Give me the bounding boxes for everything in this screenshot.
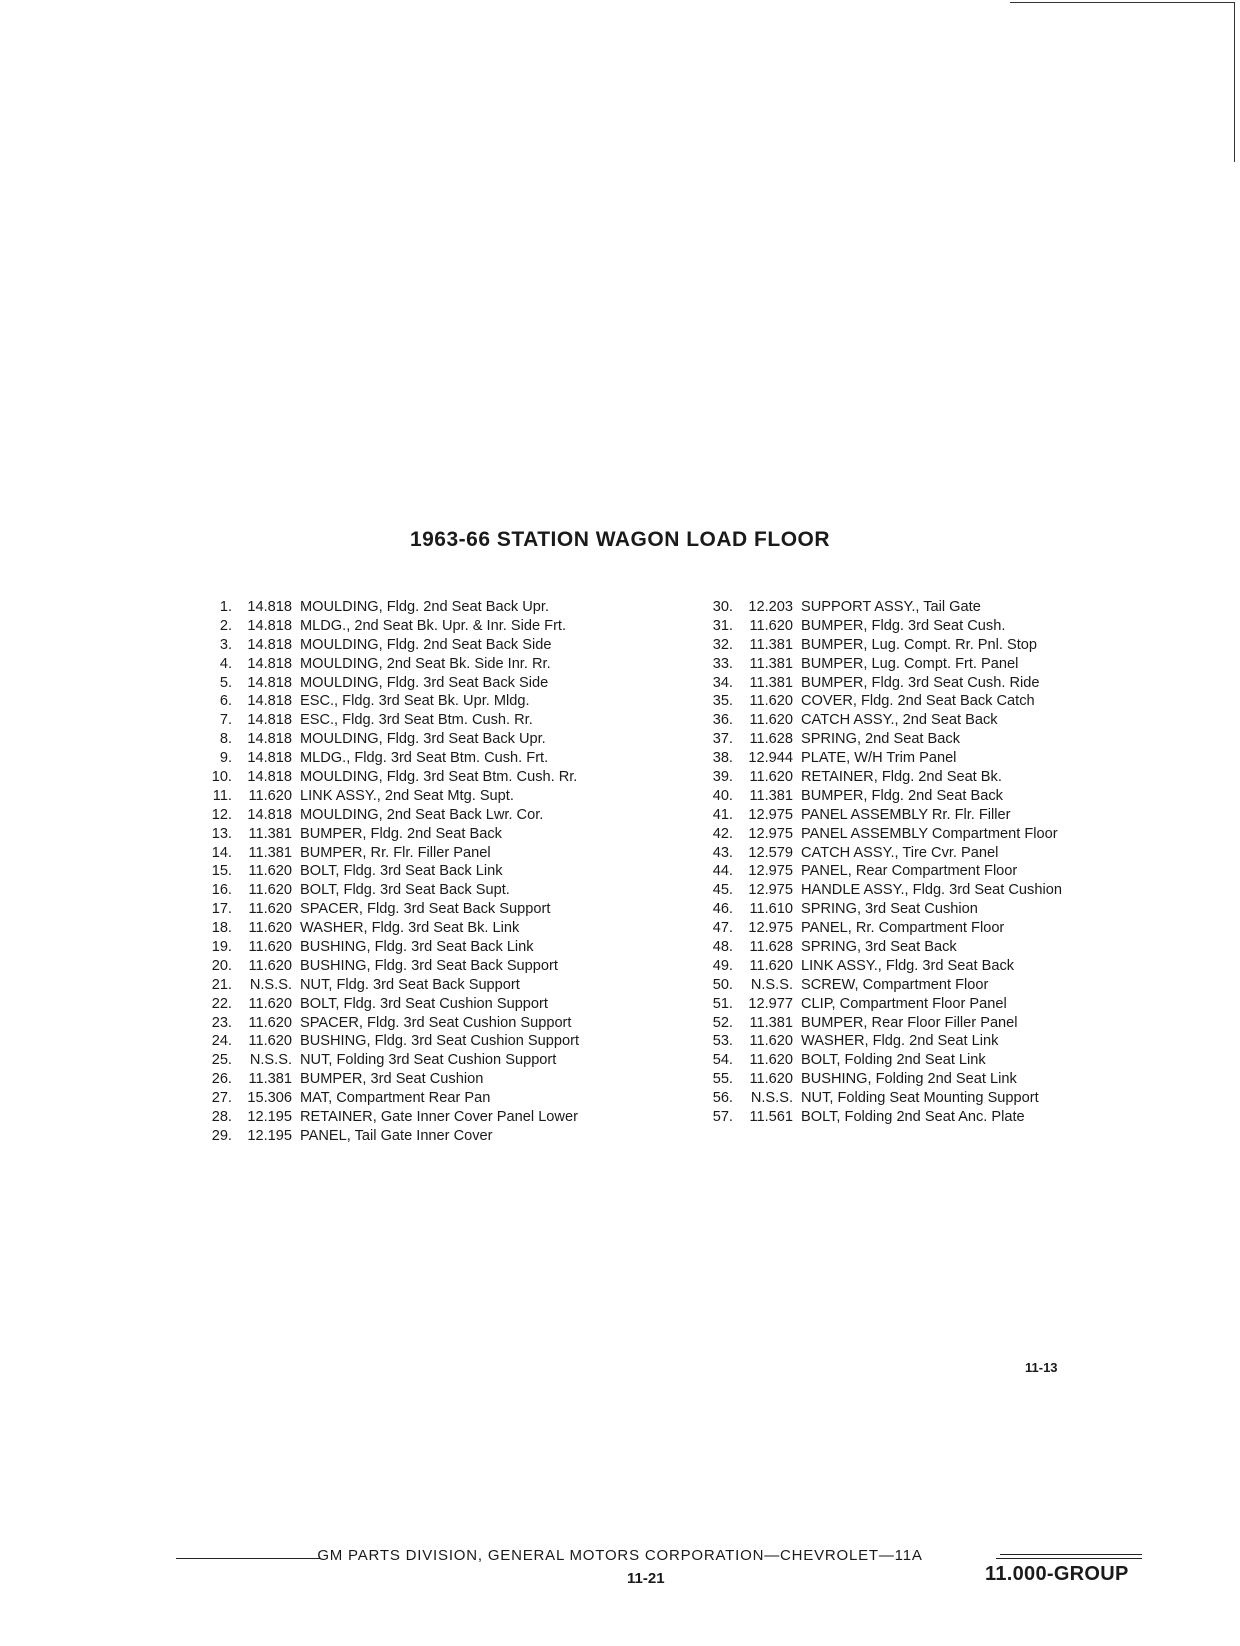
part-number: 54.: [712, 1052, 733, 1069]
part-number: 21.: [211, 976, 232, 993]
part-number: 7.: [219, 712, 232, 729]
part-number: 16.: [211, 882, 232, 899]
part-code: 11.381: [749, 636, 793, 653]
part-code: 11.620: [248, 1033, 292, 1050]
part-description: PANEL, Rr. Compartment Floor: [801, 920, 1005, 937]
part-description: BOLT, Fldg. 3rd Seat Back Supt.: [300, 882, 510, 899]
part-description: RETAINER, Gate Inner Cover Panel Lower: [300, 1109, 578, 1126]
footer-publisher: GM PARTS DIVISION, GENERAL MOTORS CORPORATION—CHEVROLET—11A: [317, 1547, 923, 1564]
part-code: 11.620: [749, 617, 793, 634]
part-code: 11.381: [749, 655, 793, 672]
part-description: BOLT, Fldg. 3rd Seat Cushion Support: [300, 995, 548, 1012]
part-row: [196, 976, 579, 995]
part-code: 15.306: [247, 1090, 292, 1107]
part-code: 11.628: [749, 731, 793, 748]
part-description: BOLT, Folding 2nd Seat Link: [801, 1052, 986, 1069]
part-description: BUMPER, Lug. Compt. Rr. Pnl. Stop: [801, 636, 1038, 653]
part-row: [196, 636, 579, 655]
part-row: [196, 995, 579, 1014]
part-code: 11.620: [248, 939, 292, 956]
part-description: MOULDING, Fldg. 3rd Seat Back Upr.: [300, 731, 546, 748]
part-number: 50.: [712, 976, 733, 993]
part-number: 14.: [211, 844, 232, 861]
part-code: 12.975: [748, 825, 793, 842]
page-edge-right: [1234, 2, 1235, 162]
part-number: 37.: [712, 731, 733, 748]
part-description: COVER, Fldg. 2nd Seat Back Catch: [801, 693, 1035, 710]
parts-list-left: [196, 598, 579, 1146]
part-row: [196, 1051, 579, 1070]
part-number: 49.: [712, 957, 733, 974]
part-row: [697, 976, 1062, 995]
part-number: 9.: [219, 750, 232, 767]
part-code: 11.628: [749, 939, 793, 956]
part-number: 55.: [712, 1071, 733, 1088]
part-description: NUT, Folding Seat Mounting Support: [801, 1090, 1039, 1107]
part-number: 36.: [712, 712, 733, 729]
part-row: [196, 862, 579, 881]
part-number: 51.: [712, 995, 733, 1012]
part-number: 19.: [211, 939, 232, 956]
part-code: 11.381: [749, 787, 793, 804]
part-description: CLIP, Compartment Floor Panel: [801, 995, 1007, 1012]
part-code: 11.381: [749, 674, 793, 691]
part-code: 12.203: [748, 599, 793, 615]
part-description: MOULDING, 2nd Seat Back Lwr. Cor.: [300, 806, 544, 823]
part-code: 12.975: [748, 806, 793, 823]
part-code: 11.620: [749, 957, 793, 974]
part-code: 11.620: [248, 995, 292, 1012]
part-description: MOULDING, Fldg. 3rd Seat Back Side: [300, 674, 549, 691]
part-code: 11.381: [749, 1014, 793, 1031]
part-description: BUMPER, Fldg. 3rd Seat Cush.: [801, 617, 1006, 634]
part-code: 11.381: [248, 844, 292, 861]
part-row: [697, 655, 1062, 674]
part-code: 14.818: [247, 769, 292, 786]
part-number: 13.: [211, 825, 232, 842]
part-code: 11.620: [248, 863, 292, 880]
part-number: 56.: [712, 1090, 733, 1107]
part-description: BUMPER, Rr. Flr. Filler Panel: [300, 844, 491, 861]
part-row: [697, 674, 1062, 693]
part-description: SPRING, 3rd Seat Cushion: [801, 901, 978, 918]
part-number: 17.: [211, 901, 232, 918]
part-row: [697, 919, 1062, 938]
part-row: [697, 692, 1062, 711]
part-code: 14.818: [247, 655, 292, 672]
part-number: 40.: [712, 787, 733, 804]
part-code: 12.977: [748, 995, 793, 1012]
part-number: 39.: [712, 769, 733, 786]
part-description: SPRING, 3rd Seat Back: [801, 939, 957, 956]
parts-list-right: [697, 598, 1062, 1127]
part-description: MLDG., Fldg. 3rd Seat Btm. Cush. Frt.: [300, 750, 549, 767]
part-code: 12.975: [748, 920, 793, 937]
part-row: [697, 749, 1062, 768]
part-description: PANEL ASSEMBLY Compartment Floor: [801, 825, 1058, 842]
part-row: [196, 730, 579, 749]
part-number: 48.: [712, 939, 733, 956]
part-description: WASHER, Fldg. 3rd Seat Bk. Link: [300, 920, 520, 937]
part-code: 11.620: [749, 1033, 793, 1050]
part-row: [196, 598, 579, 617]
part-row: [697, 787, 1062, 806]
part-number: 31.: [712, 617, 733, 634]
part-number: 4.: [219, 655, 232, 672]
part-row: [196, 1032, 579, 1051]
part-description: SPRING, 2nd Seat Back: [801, 731, 960, 748]
part-row: [697, 1108, 1062, 1127]
part-number: 5.: [219, 674, 232, 691]
part-code: N.S.S.: [249, 976, 292, 993]
part-row: [196, 1014, 579, 1033]
part-row: [697, 938, 1062, 957]
part-code: 11.620: [749, 693, 793, 710]
part-row: [697, 825, 1062, 844]
part-description: MLDG., 2nd Seat Bk. Upr. & Inr. Side Frt.: [300, 617, 567, 634]
sheet-reference: 11-13: [1025, 1360, 1058, 1375]
part-code: 11.620: [248, 901, 292, 918]
part-code: N.S.S.: [750, 976, 793, 993]
part-row: [196, 844, 579, 863]
part-description: SUPPORT ASSY., Tail Gate: [801, 599, 981, 615]
part-row: [196, 617, 579, 636]
part-number: 53.: [712, 1033, 733, 1050]
part-row: [697, 1089, 1062, 1108]
part-description: CATCH ASSY., 2nd Seat Back: [801, 712, 998, 729]
part-description: SPACER, Fldg. 3rd Seat Back Support: [300, 901, 551, 918]
part-description: ESC., Fldg. 3rd Seat Btm. Cush. Rr.: [300, 712, 533, 729]
part-description: LINK ASSY., Fldg. 3rd Seat Back: [801, 957, 1015, 974]
part-row: [196, 957, 579, 976]
part-row: [196, 1127, 579, 1146]
footer-page-number: 11-21: [627, 1570, 665, 1587]
part-number: 2.: [219, 617, 232, 634]
part-code: 12.944: [748, 750, 793, 767]
part-row: [697, 881, 1062, 900]
part-code: 14.818: [247, 750, 292, 767]
part-row: [196, 655, 579, 674]
part-row: [196, 825, 579, 844]
part-description: MOULDING, 2nd Seat Bk. Side Inr. Rr.: [300, 655, 551, 672]
part-row: [196, 919, 579, 938]
part-row: [697, 844, 1062, 863]
footer-group-label: 11.000-GROUP: [985, 1563, 1129, 1585]
part-row: [196, 1070, 579, 1089]
part-row: [196, 674, 579, 693]
part-number: 34.: [712, 674, 733, 691]
part-row: [697, 768, 1062, 787]
part-description: BUMPER, 3rd Seat Cushion: [300, 1071, 484, 1088]
part-description: CATCH ASSY., Tire Cvr. Panel: [801, 844, 999, 861]
part-description: SPACER, Fldg. 3rd Seat Cushion Support: [300, 1014, 572, 1031]
part-row: [697, 617, 1062, 636]
part-description: PANEL, Tail Gate Inner Cover: [300, 1127, 493, 1144]
part-row: [196, 768, 579, 787]
part-code: 11.620: [248, 920, 292, 937]
part-code: 14.818: [247, 599, 292, 615]
part-number: 29.: [211, 1127, 232, 1144]
part-code: 14.818: [247, 674, 292, 691]
part-code: 12.195: [247, 1127, 292, 1144]
part-description: BUMPER, Lug. Compt. Frt. Panel: [801, 655, 1019, 672]
part-description: SCREW, Compartment Floor: [801, 976, 989, 993]
part-row: [196, 711, 579, 730]
part-row: [196, 1089, 579, 1108]
part-description: PANEL ASSEMBLY Rr. Flr. Filler: [801, 806, 1011, 823]
part-code: 11.620: [248, 787, 292, 804]
part-description: PANEL, Rear Compartment Floor: [801, 863, 1018, 880]
part-code: 12.579: [748, 844, 793, 861]
part-code: 14.818: [247, 731, 292, 748]
part-number: 20.: [211, 957, 232, 974]
part-description: BUMPER, Fldg. 3rd Seat Cush. Ride: [801, 674, 1040, 691]
part-row: [697, 730, 1062, 749]
part-number: 26.: [211, 1071, 232, 1088]
part-code: 14.818: [247, 693, 292, 710]
part-description: BUSHING, Fldg. 3rd Seat Cushion Support: [300, 1033, 580, 1050]
part-row: [196, 1108, 579, 1127]
part-description: PLATE, W/H Trim Panel: [801, 750, 957, 767]
part-row: [697, 900, 1062, 919]
part-description: BOLT, Fldg. 3rd Seat Back Link: [300, 863, 503, 880]
part-number: 52.: [712, 1014, 733, 1031]
part-row: [196, 692, 579, 711]
part-code: 12.975: [748, 882, 793, 899]
part-description: RETAINER, Fldg. 2nd Seat Bk.: [801, 769, 1002, 786]
part-code: 11.620: [749, 1071, 793, 1088]
part-number: 27.: [211, 1090, 232, 1107]
part-code: 11.381: [248, 1071, 292, 1088]
part-row: [196, 806, 579, 825]
part-description: MOULDING, Fldg. 3rd Seat Btm. Cush. Rr.: [300, 769, 578, 786]
part-description: BUSHING, Folding 2nd Seat Link: [801, 1071, 1017, 1088]
page-edge-top: [1010, 2, 1235, 3]
part-code: 11.620: [749, 1052, 793, 1069]
part-description: WASHER, Fldg. 2nd Seat Link: [801, 1033, 999, 1050]
part-number: 18.: [211, 920, 232, 937]
part-row: [697, 862, 1062, 881]
part-row: [196, 881, 579, 900]
part-number: 23.: [211, 1014, 232, 1031]
part-code: 11.561: [749, 1109, 793, 1126]
part-row: [697, 806, 1062, 825]
part-number: 41.: [712, 806, 733, 823]
part-number: 45.: [712, 882, 733, 899]
part-description: HANDLE ASSY., Fldg. 3rd Seat Cushion: [801, 882, 1062, 899]
part-number: 22.: [211, 995, 232, 1012]
part-code: 14.818: [247, 617, 292, 634]
part-number: 57.: [712, 1109, 733, 1126]
part-description: MOULDING, Fldg. 2nd Seat Back Upr.: [300, 599, 549, 615]
part-code: 11.610: [749, 901, 793, 918]
part-description: MOULDING, Fldg. 2nd Seat Back Side: [300, 636, 552, 653]
part-number: 44.: [712, 863, 733, 880]
part-code: 11.620: [248, 882, 292, 899]
part-row: [196, 900, 579, 919]
part-code: 11.620: [248, 957, 292, 974]
page-title: 1963-66 STATION WAGON LOAD FLOOR: [409, 528, 831, 551]
part-description: LINK ASSY., 2nd Seat Mtg. Supt.: [300, 787, 514, 804]
part-code: N.S.S.: [249, 1052, 292, 1069]
part-code: N.S.S.: [750, 1090, 793, 1107]
part-number: 42.: [712, 825, 733, 842]
part-row: [697, 1014, 1062, 1033]
part-number: 30.: [712, 599, 733, 615]
part-row: [697, 1051, 1062, 1070]
part-number: 3.: [219, 636, 232, 653]
part-row: [196, 787, 579, 806]
part-number: 12.: [211, 806, 232, 823]
part-description: MAT, Compartment Rear Pan: [300, 1090, 491, 1107]
part-number: 6.: [219, 693, 232, 710]
part-row: [697, 995, 1062, 1014]
part-row: [697, 711, 1062, 730]
part-description: ESC., Fldg. 3rd Seat Bk. Upr. Mldg.: [300, 693, 530, 710]
part-code: 11.620: [749, 712, 793, 729]
part-description: BOLT, Folding 2nd Seat Anc. Plate: [801, 1109, 1025, 1126]
part-number: 1.: [219, 599, 232, 615]
part-description: BUMPER, Rear Floor Filler Panel: [801, 1014, 1018, 1031]
part-row: [697, 957, 1062, 976]
part-description: BUSHING, Fldg. 3rd Seat Back Support: [300, 957, 558, 974]
part-number: 28.: [211, 1109, 232, 1126]
part-row: [697, 1070, 1062, 1089]
part-row: [196, 749, 579, 768]
part-code: 14.818: [247, 636, 292, 653]
part-number: 24.: [211, 1033, 232, 1050]
part-description: BUMPER, Fldg. 2nd Seat Back: [801, 787, 1003, 804]
part-number: 46.: [712, 901, 733, 918]
part-number: 8.: [219, 731, 232, 748]
part-number: 47.: [712, 920, 733, 937]
part-code: 11.620: [248, 1014, 292, 1031]
part-row: [196, 938, 579, 957]
part-description: BUSHING, Fldg. 3rd Seat Back Link: [300, 939, 534, 956]
part-number: 35.: [712, 693, 733, 710]
part-number: 15.: [211, 863, 232, 880]
part-row: [697, 598, 1062, 617]
part-description: NUT, Fldg. 3rd Seat Back Support: [300, 976, 520, 993]
part-code: 14.818: [247, 806, 292, 823]
part-row: [697, 636, 1062, 655]
part-number: 33.: [712, 655, 733, 672]
part-description: NUT, Folding 3rd Seat Cushion Support: [300, 1052, 557, 1069]
part-number: 11.: [212, 787, 232, 804]
part-number: 43.: [712, 844, 733, 861]
part-number: 25.: [211, 1052, 232, 1069]
part-number: 10.: [211, 769, 232, 786]
part-number: 32.: [712, 636, 733, 653]
part-row: [697, 1032, 1062, 1051]
part-code: 14.818: [247, 712, 292, 729]
part-code: 12.195: [247, 1109, 292, 1126]
part-code: 11.620: [749, 769, 793, 786]
part-code: 11.381: [248, 825, 292, 842]
part-number: 38.: [712, 750, 733, 767]
part-description: BUMPER, Fldg. 2nd Seat Back: [300, 825, 502, 842]
part-code: 12.975: [748, 863, 793, 880]
